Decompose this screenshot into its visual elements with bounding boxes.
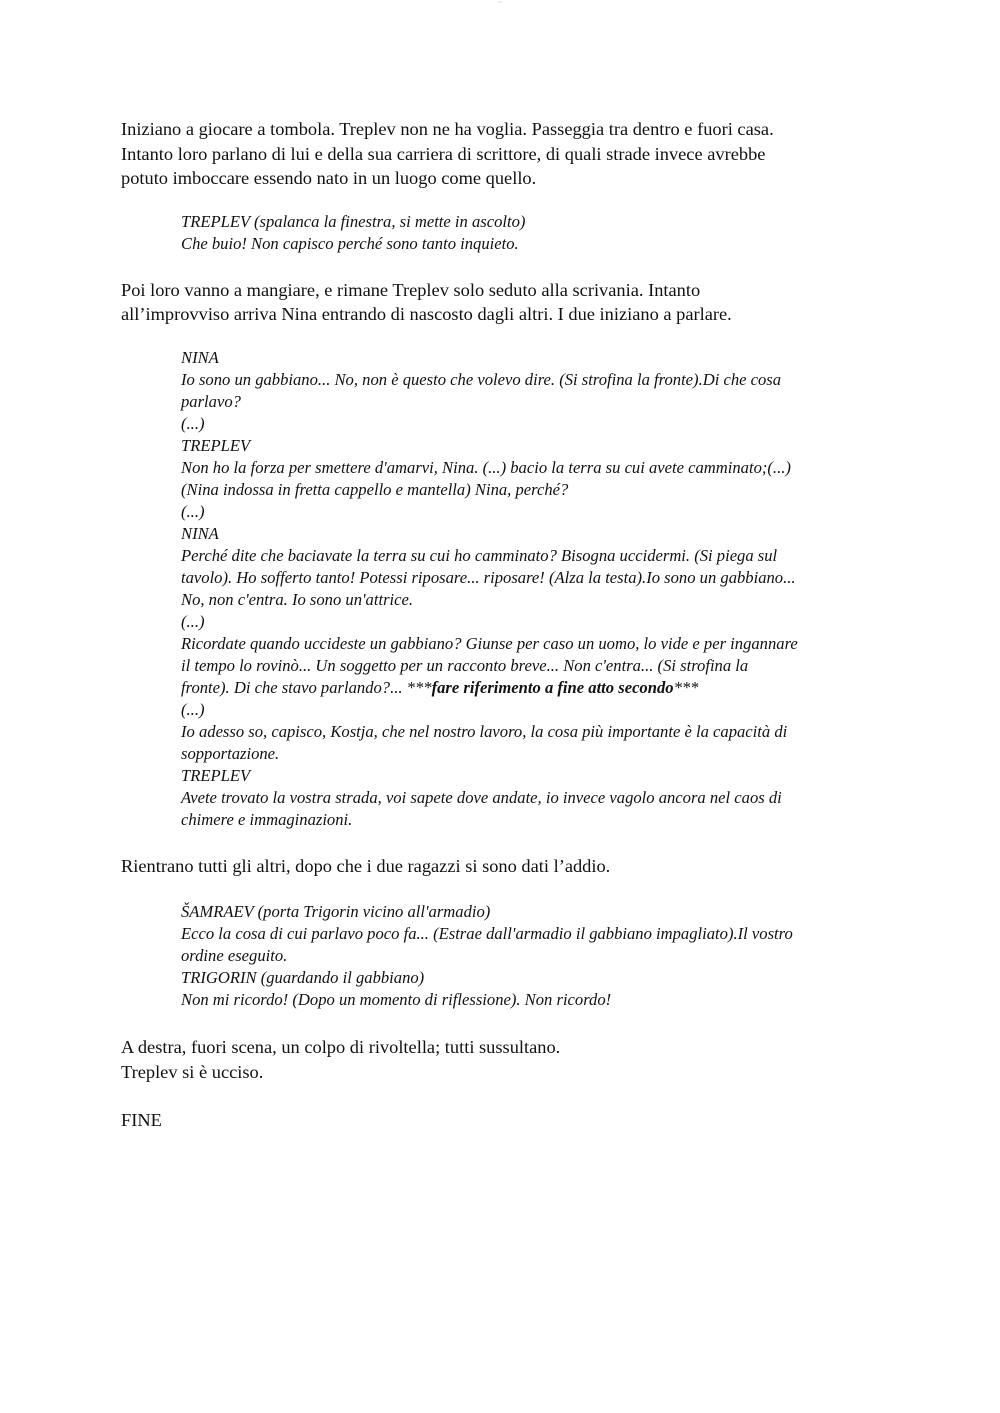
dialogue-line: il tempo lo rovinò... Un soggetto per un racconto breve... Non c'entra... (Si strofina la — [181, 655, 749, 675]
editorial-note: fare riferimento a fine atto secondo — [431, 677, 674, 697]
ellipsis-marker: (...) — [181, 699, 205, 719]
narrative-paragraph-3 — [121, 854, 881, 879]
dialogue-text: fronte). Di che stavo parlando?... *** — [181, 677, 432, 697]
speaker-name: TREPLEV — [181, 435, 251, 455]
dialogue-line: Che buio! Non capisco perché sono tanto inquieto. — [181, 233, 519, 253]
dialogue-line: Ecco la cosa di cui parlavo poco fa... (Estrae dall'armadio il gabbiano impagliato).Il vostro — [181, 924, 793, 943]
stage-direction: ŠAMRAEV (porta Trigorin vicino all'armadio) — [181, 902, 491, 921]
ellipsis-marker: (...) — [181, 611, 205, 631]
note-asterisks: *** — [673, 677, 699, 697]
dialogue-line: Io adesso so, capisco, Kostja, che nel nostro lavoro, la cosa più importante è la capacità di — [181, 721, 788, 741]
dialogue-line: Avete trovato la vostra strada, voi sapete dove andate, io invece vagolo ancora nel caos di — [181, 787, 782, 807]
dialogue-line: Non mi ricordo! (Dopo un momento di riflessione). Non ricordo! — [181, 990, 612, 1009]
dialogue-line: chimere e immaginazioni. — [181, 809, 353, 829]
narrative-line: Intanto loro parlano di lui e della sua carriera di scrittore, di quali strade invece avrebbe — [121, 143, 766, 164]
dialogue-line: ordine eseguito. — [181, 946, 288, 965]
end-marker — [121, 1108, 881, 1133]
document-body — [121, 117, 881, 1133]
speaker-name: NINA — [181, 523, 219, 543]
narrative-paragraph-1 — [121, 117, 881, 191]
dialogue-line: (Nina indossa in fretta cappello e mantella) Nina, perché? — [181, 479, 569, 499]
page-header-mark: ~~~ — [497, 0, 503, 3]
narrative-line: A destra, fuori scena, un colpo di rivoltella; tutti sussultano. — [121, 1037, 561, 1057]
narrative-line: Poi loro vanno a mangiare, e rimane Treplev solo seduto alla scrivania. Intanto — [121, 279, 701, 300]
narrative-line: Treplev si è ucciso. — [121, 1061, 264, 1082]
dialogue-block-3 — [181, 901, 881, 1011]
ellipsis-marker: (...) — [181, 413, 205, 433]
dialogue-line: Perché dite che baciavate la terra su cui ho camminato? Bisogna uccidermi. (Si piega sul — [181, 545, 778, 565]
narrative-line: all’improvviso arriva Nina entrando di nascosto dagli altri. I due iniziano a parlare. — [121, 304, 732, 324]
narrative-paragraph-2 — [121, 278, 881, 327]
end-text: FINE — [121, 1110, 162, 1130]
dialogue-line: parlavo? — [181, 391, 241, 411]
narrative-line: Iniziano a giocare a tombola. Treplev non ne ha voglia. Passeggia tra dentro e fuori casa. — [121, 119, 774, 139]
dialogue-line: Io sono un gabbiano... No, non è questo che volevo dire. (Si strofina la fronte).Di che cosa — [181, 369, 782, 389]
dialogue-block-2 — [181, 347, 881, 831]
dialogue-line: tavolo). Ho sofferto tanto! Potessi riposare... riposare! (Alza la testa).Io sono un gabbiano... — [181, 567, 796, 587]
dialogue-line: sopportazione. — [181, 743, 280, 763]
ellipsis-marker: (...) — [181, 501, 205, 521]
dialogue-line: Ricordate quando uccideste un gabbiano? Giunse per caso un uomo, lo vide e per ingannare — [181, 633, 798, 653]
stage-direction: TRIGORIN (guardando il gabbiano) — [181, 968, 425, 987]
stage-direction: TREPLEV (spalanca la finestra, si mette in ascolto) — [181, 211, 526, 231]
narrative-line: potuto imboccare essendo nato in un luogo come quello. — [121, 168, 537, 188]
dialogue-line: Non ho la forza per smettere d'amarvi, Nina. (...) bacio la terra su cui avete camminato;(...) — [181, 457, 791, 477]
speaker-name: NINA — [181, 347, 219, 367]
narrative-paragraph-4 — [121, 1035, 881, 1084]
speaker-name: TREPLEV — [181, 765, 251, 785]
dialogue-line: No, non c'entra. Io sono un'attrice. — [181, 589, 414, 609]
dialogue-block-1 — [181, 211, 881, 255]
dialogue-line-with-note — [181, 677, 881, 699]
narrative-line: Rientrano tutti gli altri, dopo che i due ragazzi si sono dati l’addio. — [121, 855, 611, 876]
